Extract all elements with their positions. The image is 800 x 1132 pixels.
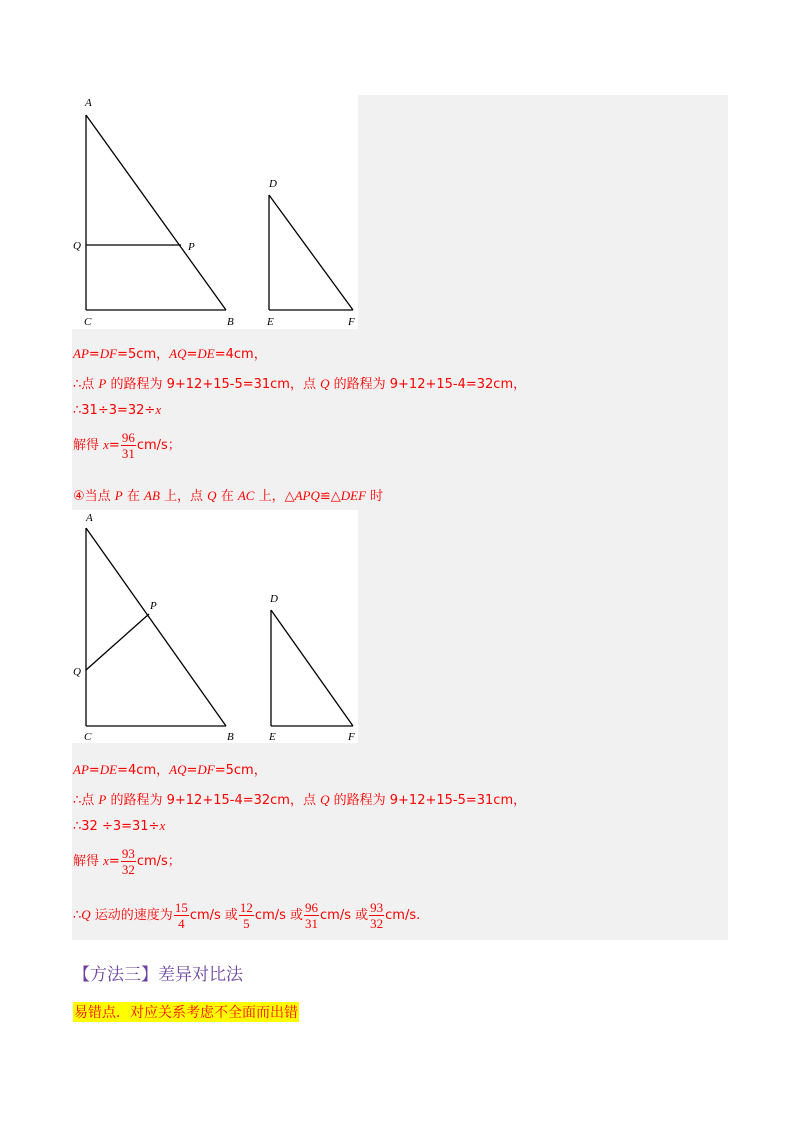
figure-2 bbox=[72, 510, 358, 743]
label-P: P bbox=[150, 600, 157, 612]
segment-AB bbox=[86, 115, 226, 310]
block1-line3: ∴31÷3=32÷x bbox=[73, 402, 162, 418]
label-F: F bbox=[348, 731, 355, 743]
label-E: E bbox=[267, 316, 274, 328]
label-D: D bbox=[270, 593, 278, 605]
block2-line1: AP=DE=4cm，AQ=DF=5cm， bbox=[73, 762, 267, 778]
block2-line3: ∴32 ÷3=31÷x bbox=[73, 818, 166, 834]
label-Q: Q bbox=[73, 666, 81, 678]
fraction: $\frac{15}{4}$ bbox=[174, 900, 188, 931]
triangle-figure-2 bbox=[72, 510, 358, 743]
fraction: $\frac{96}{31}$ bbox=[121, 430, 135, 461]
label-E: E bbox=[269, 731, 276, 743]
conclusion-line: ∴Q 运动的速度为 $\frac{15}{4}$ cm/s 或 $\frac{12}{5}$ cm/s 或 $\frac{96}{31}$ cm/s 或 $\frac{93}{32}$ cm/s. bbox=[73, 900, 421, 931]
block2-line4: 解得 x= $\frac{93}{32}$ cm/s； bbox=[73, 846, 181, 877]
label-Q: Q bbox=[73, 240, 81, 252]
label-A: A bbox=[85, 97, 92, 109]
segment-DF bbox=[271, 610, 353, 726]
label-P: P bbox=[188, 241, 195, 253]
block1-line4: 解得 x= $\frac{96}{31}$ cm/s； bbox=[73, 430, 181, 461]
label-F: F bbox=[348, 316, 355, 328]
block1-line1: AP=DF=5cm，AQ=DE=4cm， bbox=[73, 346, 267, 362]
label-A: A bbox=[86, 512, 93, 524]
block2-line2: ∴点 P 的路程为 9+12+15-4=32cm，点 Q 的路程为 9+12+15-5=31cm， bbox=[73, 792, 527, 808]
triangle-figure-1 bbox=[72, 95, 358, 329]
fraction: $\frac{93}{32}$ bbox=[121, 846, 135, 877]
fraction: $\frac{96}{31}$ bbox=[305, 900, 319, 931]
segment-QP bbox=[86, 614, 149, 670]
fraction: $\frac{12}{5}$ bbox=[239, 900, 253, 931]
label-C: C bbox=[84, 731, 92, 743]
case4-line: ④当点 P 在 AB 上，点 Q 在 AC 上，△APQ≌△DEF 时 bbox=[73, 488, 384, 504]
warning-highlight: 易错点．对应关系考虑不全面而出错 bbox=[73, 1002, 299, 1022]
section-heading: 【方法三】差异对比法 bbox=[73, 965, 243, 985]
label-D: D bbox=[269, 178, 277, 190]
label-B: B bbox=[227, 316, 234, 328]
segment-DF bbox=[269, 195, 353, 310]
fraction: $\frac{93}{32}$ bbox=[370, 900, 384, 931]
label-C: C bbox=[84, 316, 92, 328]
label-B: B bbox=[227, 731, 234, 743]
figure-1 bbox=[72, 95, 358, 329]
segment-AB bbox=[86, 528, 226, 726]
block1-line2: ∴点 P 的路程为 9+12+15-5=31cm，点 Q 的路程为 9+12+15-4=32cm， bbox=[73, 376, 527, 392]
